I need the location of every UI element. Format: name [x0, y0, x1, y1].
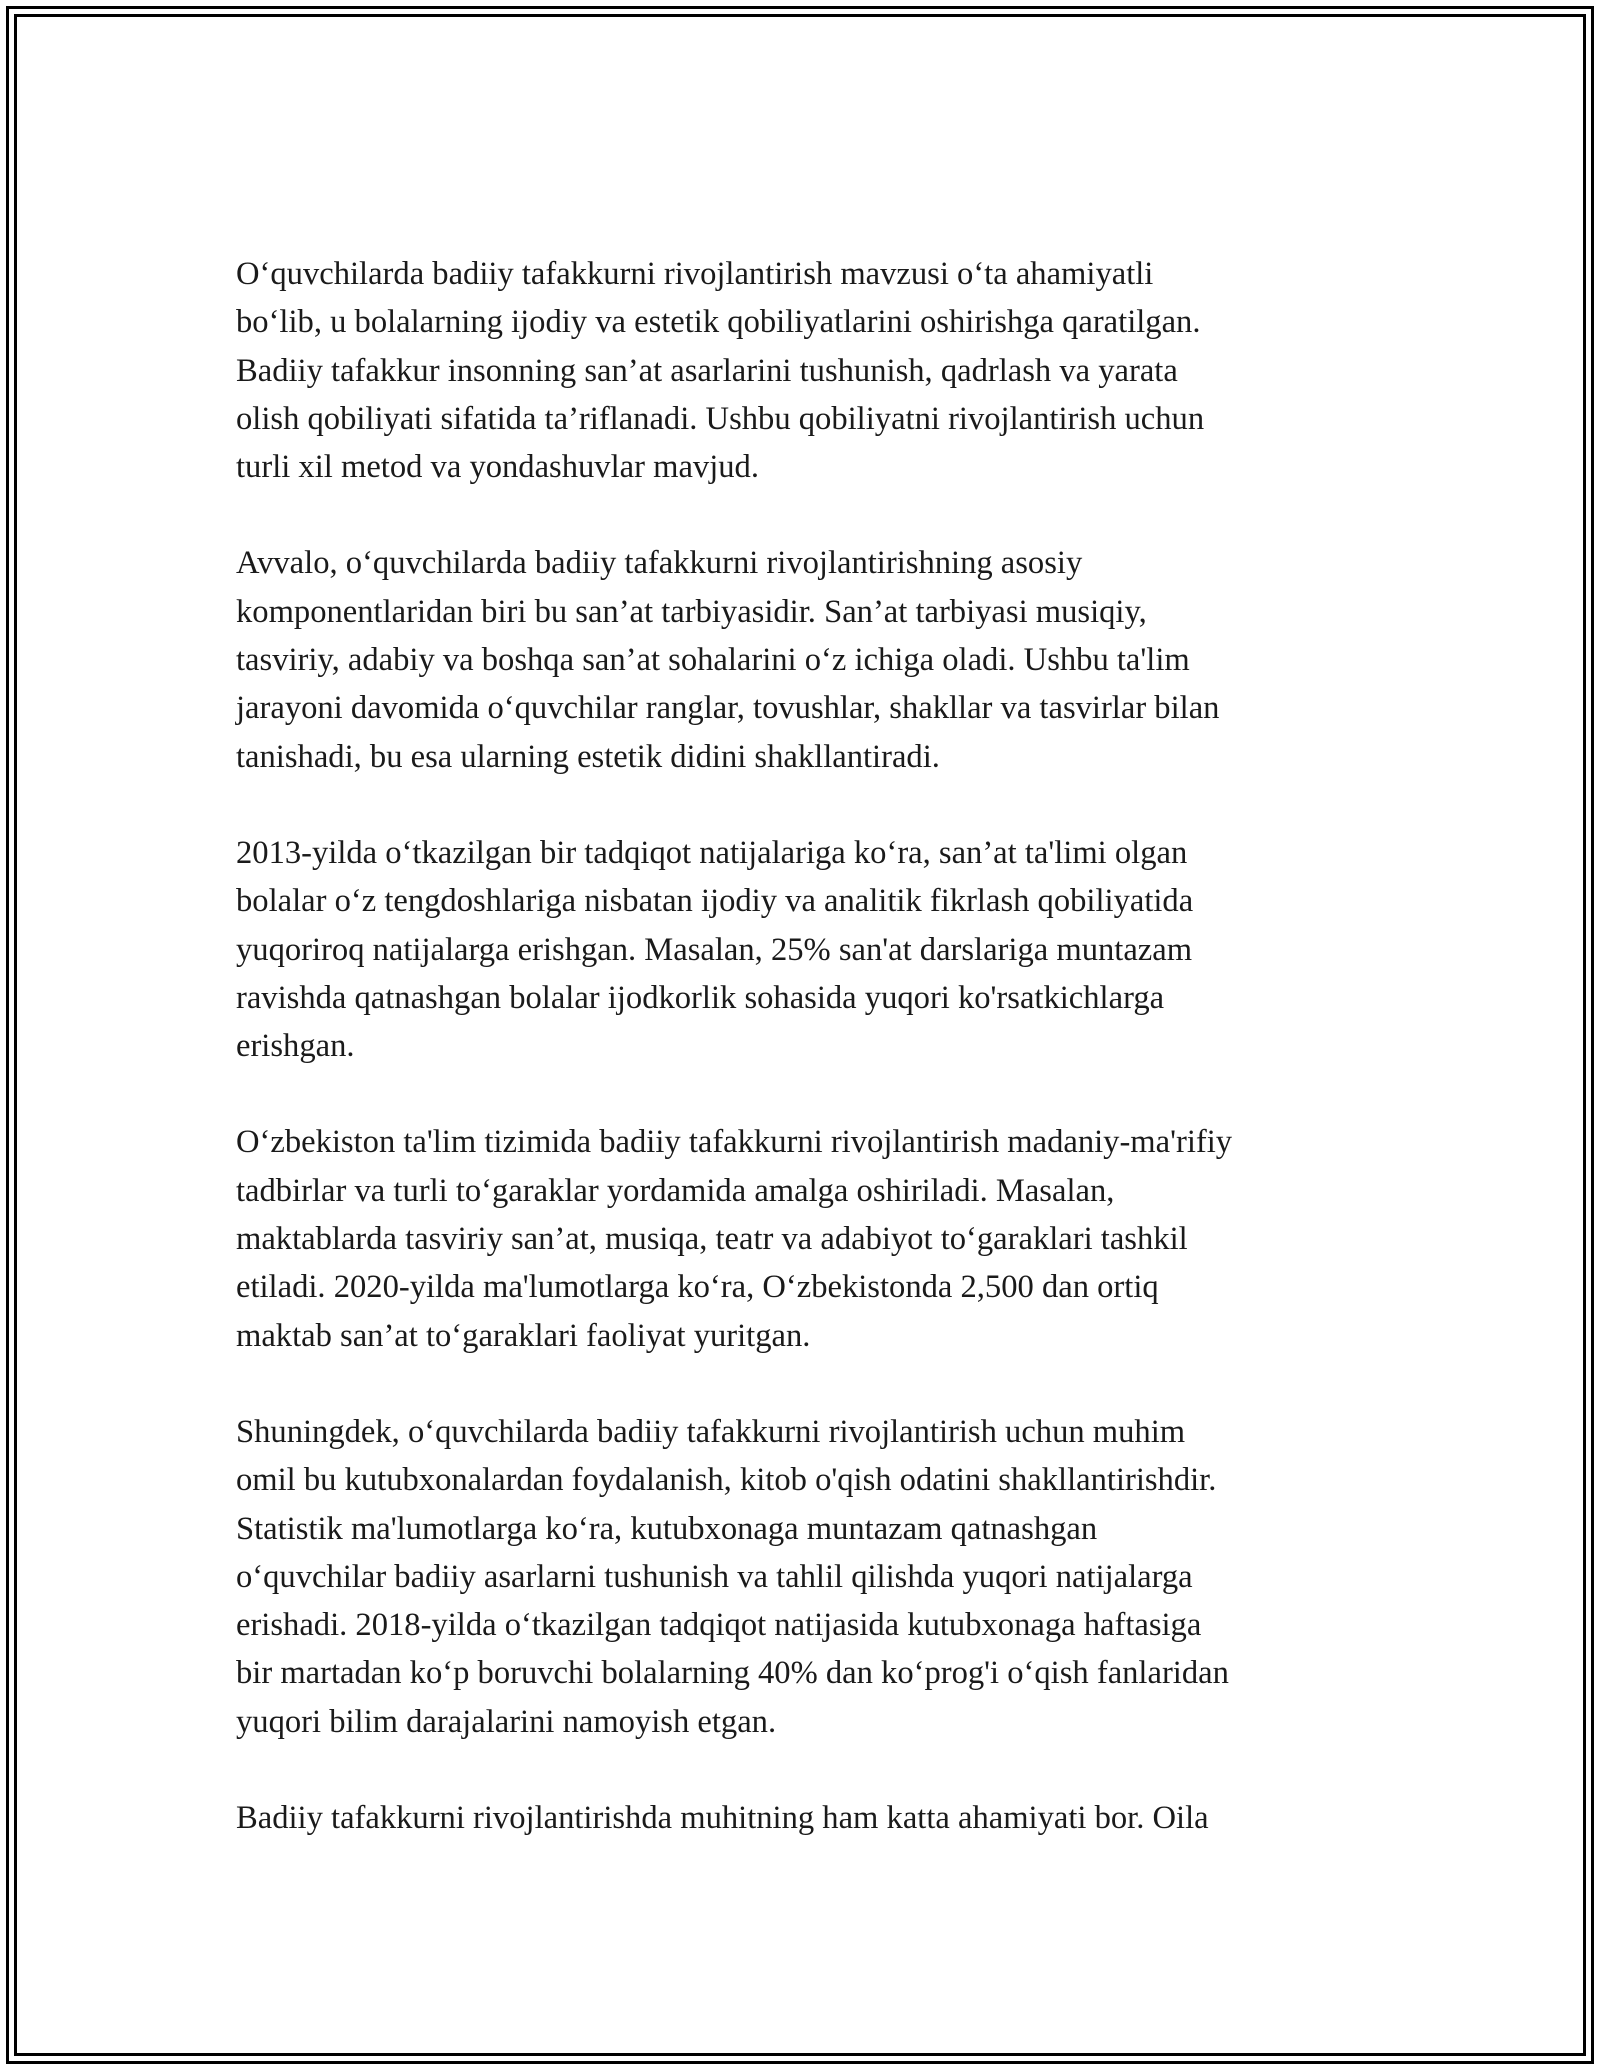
paragraph-5: Shuningdek, o‘quvchilarda badiiy tafakkurni rivojlantirish uchun muhim omil bu kutubxonalardan foydalanish, kitob o'qish odatini shakllantirishdir. Statistik ma'lumotlarga ko‘ra, kutubxonaga muntazam qatnashgan o‘quvchilar badiiy asarlarni tushunish va tahlil qilishda yuqori natijalarga erishadi. 2018-yilda o‘tkazilgan tadqiqot natijasida kutubxonaga haftasiga bir martadan ko‘p boruvchi bolalarning 40% dan ko‘prog'i o‘qish fanlaridan yuqori bilim darajalarini namoyish etgan. — [236, 1413, 1229, 1740]
document-body — [236, 250, 1366, 1890]
paragraph-1: O‘quvchilarda badiiy tafakkurni rivojlantirish mavzusi o‘ta ahamiyatli bo‘lib, u bolalarning ijodiy va estetik qobiliyatlarini oshirishga qaratilgan. Badiiy tafakkur insonning san’at asarlarini tushunish, qadrlash va yarata olish qobiliyati sifatida ta’riflanadi. Ushbu qobiliyatni rivojlantirish uchun turli xil metod va yondashuvlar mavjud. — [236, 256, 1205, 486]
paragraph-2: Avvalo, o‘quvchilarda badiiy tafakkurni rivojlantirishning asosiy komponentlaridan biri bu san’at tarbiyasidir. San’at tarbiyasi musiqiy, tasviriy, adabiy va boshqa san’at sohalarini o‘z ichiga oladi. Ushbu ta'lim jarayoni davomida o‘quvchilar ranglar, tovushlar, shakllar va tasvirlar bilan tanishadi, bu esa ularning estetik didini shakllantiradi. — [236, 545, 1220, 775]
paragraph-6: Badiiy tafakkurni rivojlantirishda muhitning ham katta ahamiyati bor. Oila — [236, 1800, 1209, 1837]
paragraph-3: 2013-yilda o‘tkazilgan bir tadqiqot natijalariga ko‘ra, san’at ta'limi olgan bolalar o‘z tengdoshlariga nisbatan ijodiy va analitik fikrlash qobiliyatida yuqoriroq natijalarga erishgan. Masalan, 25% san'at darslariga muntazam ravishda qatnashgan bolalar ijodkorlik sohasida yuqori ko'rsatkichlarga erishgan. — [236, 834, 1194, 1065]
paragraph-4: O‘zbekiston ta'lim tizimida badiiy tafakkurni rivojlantirish madaniy-ma'rifiy tadbirlar va turli to‘garaklar yordamida amalga oshiriladi. Masalan, maktablarda tasviriy san’at, musiqa, teatr va adabiyot to‘garaklari tashkil etiladi. 2020-yilda ma'lumotlarga ko‘ra, O‘zbekistonda 2,500 dan ortiq maktab san’at to‘garaklari faoliyat yuritgan. — [236, 1124, 1233, 1354]
